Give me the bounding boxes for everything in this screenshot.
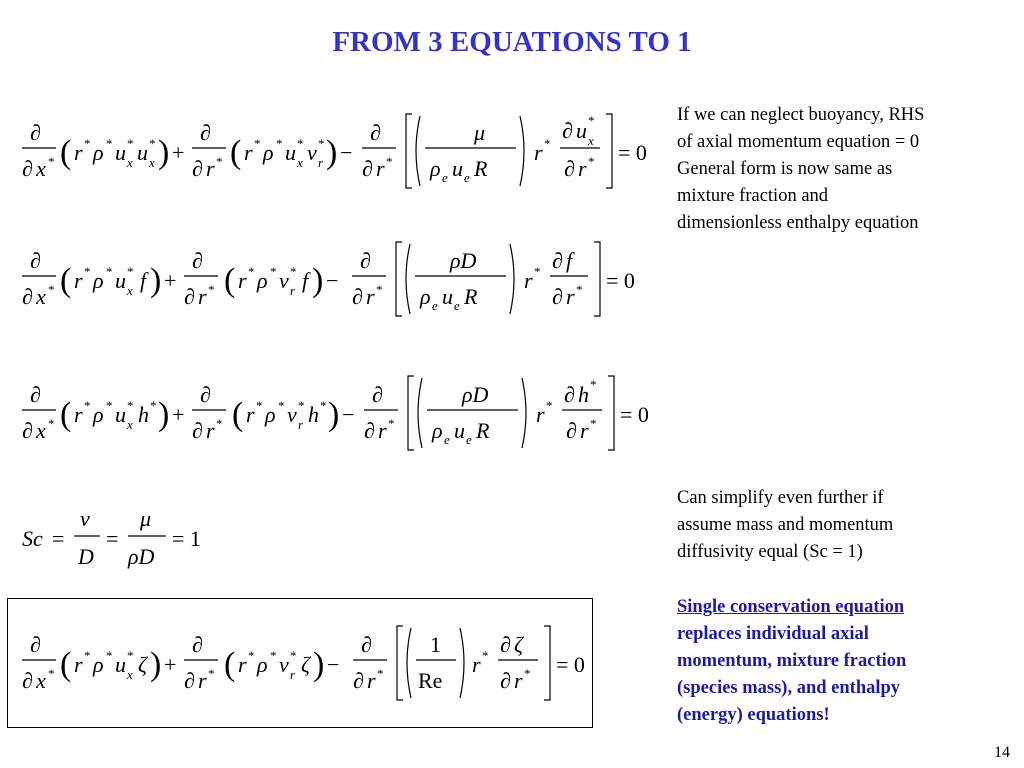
svg-text:∂: ∂ [22, 156, 33, 181]
note-line: (species mass), and enthalpy [677, 678, 901, 698]
svg-text:x: x [36, 284, 46, 309]
svg-text:x: x [149, 155, 155, 170]
svg-text:*: * [576, 282, 583, 297]
svg-text:r: r [566, 284, 575, 309]
equation-single-conservation [20, 622, 590, 712]
svg-text:ρ: ρ [93, 268, 104, 293]
svg-text:u: u [452, 156, 463, 181]
svg-text:∂: ∂ [352, 284, 363, 309]
svg-text:∂: ∂ [30, 120, 41, 145]
svg-text:(: ( [224, 262, 236, 299]
svg-text:r: r [238, 652, 247, 677]
svg-text:*: * [84, 648, 91, 663]
svg-text:ζ: ζ [514, 632, 523, 657]
svg-text:(: ( [60, 646, 72, 683]
svg-text:v: v [307, 140, 317, 165]
svg-text:*: * [127, 264, 134, 279]
svg-text:*: * [127, 648, 134, 663]
svg-text:*: * [127, 136, 134, 151]
svg-text:∂: ∂ [22, 418, 33, 443]
svg-text:∂: ∂ [500, 632, 511, 657]
svg-text:∂: ∂ [200, 120, 211, 145]
svg-text:r: r [580, 418, 589, 443]
svg-text:): ) [150, 646, 162, 683]
svg-text:−: − [340, 140, 353, 165]
svg-text:r: r [298, 417, 304, 432]
svg-text:r: r [514, 668, 523, 693]
svg-text:(: ( [60, 396, 72, 433]
svg-text:∂: ∂ [353, 668, 364, 693]
svg-text:*: * [318, 136, 325, 151]
svg-text:r: r [74, 402, 83, 427]
svg-text:−: − [342, 402, 355, 427]
svg-text:∂: ∂ [30, 382, 41, 407]
svg-text:r: r [290, 283, 296, 298]
svg-text:(: ( [60, 134, 72, 171]
svg-text:*: * [149, 136, 156, 151]
svg-text:): ) [326, 134, 338, 171]
svg-text:1: 1 [430, 632, 441, 657]
svg-text:*: * [106, 136, 113, 151]
svg-text:u: u [137, 140, 148, 165]
svg-text:*: * [48, 666, 55, 681]
svg-text:*: * [276, 136, 283, 151]
svg-text:= 0: = 0 [618, 140, 647, 165]
svg-text:): ) [158, 134, 170, 171]
svg-text:(: ( [224, 646, 236, 683]
svg-text:+: + [172, 140, 185, 165]
svg-text:=: = [106, 526, 119, 551]
note-line: mixture fraction and [677, 186, 829, 206]
svg-text:h: h [138, 402, 149, 427]
svg-text:x: x [36, 156, 46, 181]
svg-text:e: e [442, 170, 448, 185]
svg-text:*: * [386, 154, 393, 169]
note-line: (energy) equations! [677, 705, 830, 725]
svg-text:ρ: ρ [93, 402, 104, 427]
svg-text:= 0: = 0 [620, 402, 649, 427]
svg-text:*: * [106, 648, 113, 663]
svg-text:f: f [140, 268, 147, 293]
svg-text:*: * [388, 416, 395, 431]
svg-text:∂: ∂ [192, 248, 203, 273]
svg-text:*: * [216, 416, 223, 431]
svg-text:Re: Re [418, 668, 443, 693]
svg-text:u: u [442, 284, 453, 309]
svg-text:*: * [290, 648, 297, 663]
svg-text:Sc: Sc [22, 526, 43, 551]
svg-text:∂: ∂ [192, 418, 203, 443]
svg-text:*: * [590, 377, 597, 392]
svg-text:*: * [84, 264, 91, 279]
svg-text:(: ( [230, 134, 242, 171]
svg-text:r: r [206, 418, 215, 443]
svg-text:u: u [285, 140, 296, 165]
svg-text:ρ: ρ [263, 140, 274, 165]
svg-text:*: * [590, 416, 597, 431]
svg-text:∂: ∂ [370, 120, 381, 145]
svg-text:h: h [578, 382, 589, 407]
page-number: 14 [994, 744, 1010, 761]
svg-text:μ: μ [140, 506, 152, 531]
svg-text:+: + [164, 268, 177, 293]
svg-text:*: * [588, 113, 595, 128]
svg-text:R: R [476, 418, 490, 443]
svg-text:u: u [115, 652, 126, 677]
equation-enthalpy [20, 372, 650, 462]
svg-text:*: * [290, 264, 297, 279]
svg-text:v: v [279, 268, 289, 293]
note-line: If we can neglect buoyancy, RHS [677, 105, 925, 125]
svg-text:x: x [127, 155, 133, 170]
svg-text:): ) [328, 396, 340, 433]
svg-text:u: u [454, 418, 465, 443]
svg-text:r: r [536, 402, 545, 427]
svg-text:r: r [238, 268, 247, 293]
svg-text:e: e [444, 432, 450, 447]
note-line: momentum, mixture fraction [677, 651, 907, 671]
svg-text:f: f [566, 248, 573, 273]
svg-text:*: * [254, 136, 261, 151]
svg-text:r: r [74, 652, 83, 677]
svg-text:∂: ∂ [500, 668, 511, 693]
svg-text:x: x [588, 133, 594, 148]
svg-text:R: R [464, 284, 478, 309]
svg-text:∂: ∂ [22, 668, 33, 693]
svg-text:u: u [115, 402, 126, 427]
svg-text:∂: ∂ [564, 156, 575, 181]
svg-text:*: * [297, 136, 304, 151]
svg-text:∂: ∂ [184, 284, 195, 309]
svg-text:∂: ∂ [192, 156, 203, 181]
svg-text:*: * [546, 398, 553, 413]
svg-text:*: * [588, 154, 595, 169]
svg-text:f: f [302, 268, 309, 293]
svg-text:*: * [524, 666, 531, 681]
svg-text:*: * [216, 154, 223, 169]
svg-text:∂: ∂ [564, 382, 575, 407]
svg-text:u: u [115, 140, 126, 165]
note-line: General form is now same as [677, 159, 893, 179]
svg-text:∂: ∂ [30, 632, 41, 657]
svg-text:−: − [327, 652, 340, 677]
note-line: diffusivity equal (Sc = 1) [677, 542, 863, 562]
svg-text:∂: ∂ [22, 284, 33, 309]
svg-text:*: * [150, 398, 157, 413]
note-line: assume mass and momentum [677, 515, 894, 535]
note-simplify [677, 485, 1007, 566]
svg-text:*: * [278, 398, 285, 413]
svg-text:ρ: ρ [420, 284, 431, 309]
svg-text:=: = [52, 526, 65, 551]
svg-text:∂: ∂ [566, 418, 577, 443]
svg-text:r: r [246, 402, 255, 427]
svg-text:r: r [74, 268, 83, 293]
svg-text:ν: ν [80, 506, 90, 531]
svg-text:u: u [115, 268, 126, 293]
svg-text:∂: ∂ [562, 118, 573, 143]
svg-text:r: r [367, 668, 376, 693]
svg-text:*: * [48, 154, 55, 169]
svg-text:*: * [127, 398, 134, 413]
svg-text:r: r [290, 667, 296, 682]
note-line: dimensionless enthalpy equation [677, 213, 919, 233]
svg-text:x: x [36, 418, 46, 443]
svg-text:v: v [287, 402, 297, 427]
svg-text:*: * [320, 398, 327, 413]
svg-text:*: * [377, 666, 384, 681]
svg-text:ρ: ρ [265, 402, 276, 427]
svg-text:∂: ∂ [552, 248, 563, 273]
svg-text:μ: μ [474, 120, 486, 145]
svg-text:*: * [376, 282, 383, 297]
svg-text:*: * [256, 398, 263, 413]
svg-text:−: − [326, 268, 339, 293]
svg-text:r: r [378, 418, 387, 443]
svg-text:x: x [127, 283, 133, 298]
svg-text:r: r [472, 652, 481, 677]
note-line: Can simplify even further if [677, 488, 884, 508]
svg-text:*: * [208, 666, 215, 681]
svg-text:(: ( [232, 396, 244, 433]
svg-text:e: e [454, 298, 460, 313]
svg-text:): ) [312, 262, 324, 299]
note-buoyancy [677, 102, 1007, 237]
svg-text:r: r [244, 140, 253, 165]
svg-text:R: R [474, 156, 488, 181]
note-line: replaces individual axial [677, 624, 869, 644]
svg-text:r: r [74, 140, 83, 165]
svg-text:): ) [158, 396, 170, 433]
svg-text:*: * [482, 648, 489, 663]
svg-text:r: r [198, 668, 207, 693]
svg-text:e: e [432, 298, 438, 313]
svg-text:= 1: = 1 [172, 526, 201, 551]
svg-text:x: x [36, 668, 46, 693]
svg-text:*: * [270, 648, 277, 663]
svg-text:+: + [164, 652, 177, 677]
svg-text:∂: ∂ [360, 248, 371, 273]
svg-text:x: x [127, 417, 133, 432]
svg-text:*: * [48, 416, 55, 431]
svg-text:∂: ∂ [372, 382, 383, 407]
svg-text:x: x [297, 155, 303, 170]
svg-text:h: h [308, 402, 319, 427]
svg-text:r: r [318, 155, 324, 170]
svg-text:u: u [576, 118, 587, 143]
svg-text:*: * [298, 398, 305, 413]
note-line: of axial momentum equation = 0 [677, 132, 920, 152]
svg-text:*: * [248, 648, 255, 663]
svg-text:*: * [106, 264, 113, 279]
svg-text:e: e [466, 432, 472, 447]
svg-text:*: * [48, 282, 55, 297]
svg-text:ρD: ρD [462, 382, 489, 407]
svg-text:∂: ∂ [192, 632, 203, 657]
svg-text:*: * [84, 136, 91, 151]
note-single-equation [677, 594, 1007, 729]
svg-text:∂: ∂ [552, 284, 563, 309]
svg-text:r: r [376, 156, 385, 181]
svg-text:r: r [578, 156, 587, 181]
svg-text:(: ( [60, 262, 72, 299]
svg-text:*: * [270, 264, 277, 279]
svg-text:*: * [106, 398, 113, 413]
svg-text:ρ: ρ [93, 652, 104, 677]
svg-text:ρD: ρD [450, 248, 477, 273]
equation-mixture-fraction [20, 238, 650, 328]
svg-text:*: * [248, 264, 255, 279]
svg-text:r: r [198, 284, 207, 309]
svg-text:∂: ∂ [364, 418, 375, 443]
svg-text:= 0: = 0 [606, 268, 635, 293]
svg-text:ζ: ζ [301, 652, 310, 677]
svg-text:∂: ∂ [200, 382, 211, 407]
svg-text:r: r [366, 284, 375, 309]
svg-text:ρ: ρ [432, 418, 443, 443]
equation-schmidt-number [20, 508, 240, 578]
svg-text:ρ: ρ [257, 652, 268, 677]
svg-text:*: * [534, 264, 541, 279]
slide-title: FROM 3 EQUATIONS TO 1 [332, 26, 692, 58]
svg-text:v: v [279, 652, 289, 677]
svg-text:∂: ∂ [184, 668, 195, 693]
svg-text:= 0: = 0 [556, 652, 585, 677]
svg-text:ρ: ρ [430, 156, 441, 181]
svg-text:∂: ∂ [30, 248, 41, 273]
svg-text:+: + [172, 402, 185, 427]
svg-text:r: r [534, 140, 543, 165]
svg-text:ρD: ρD [128, 544, 155, 569]
equation-axial-momentum [20, 110, 650, 200]
svg-text:*: * [208, 282, 215, 297]
svg-text:∂: ∂ [362, 156, 373, 181]
svg-text:e: e [464, 170, 470, 185]
svg-text:∂: ∂ [361, 632, 372, 657]
svg-text:D: D [78, 544, 94, 569]
svg-text:r: r [206, 156, 215, 181]
svg-text:): ) [150, 262, 162, 299]
svg-text:x: x [127, 667, 133, 682]
svg-text:ρ: ρ [93, 140, 104, 165]
svg-text:r: r [524, 268, 533, 293]
svg-text:ρ: ρ [257, 268, 268, 293]
single-equation-link[interactable]: Single conservation equation [677, 597, 905, 617]
svg-text:ζ: ζ [138, 652, 147, 677]
svg-text:): ) [313, 646, 325, 683]
svg-text:*: * [84, 398, 91, 413]
svg-text:*: * [544, 136, 551, 151]
